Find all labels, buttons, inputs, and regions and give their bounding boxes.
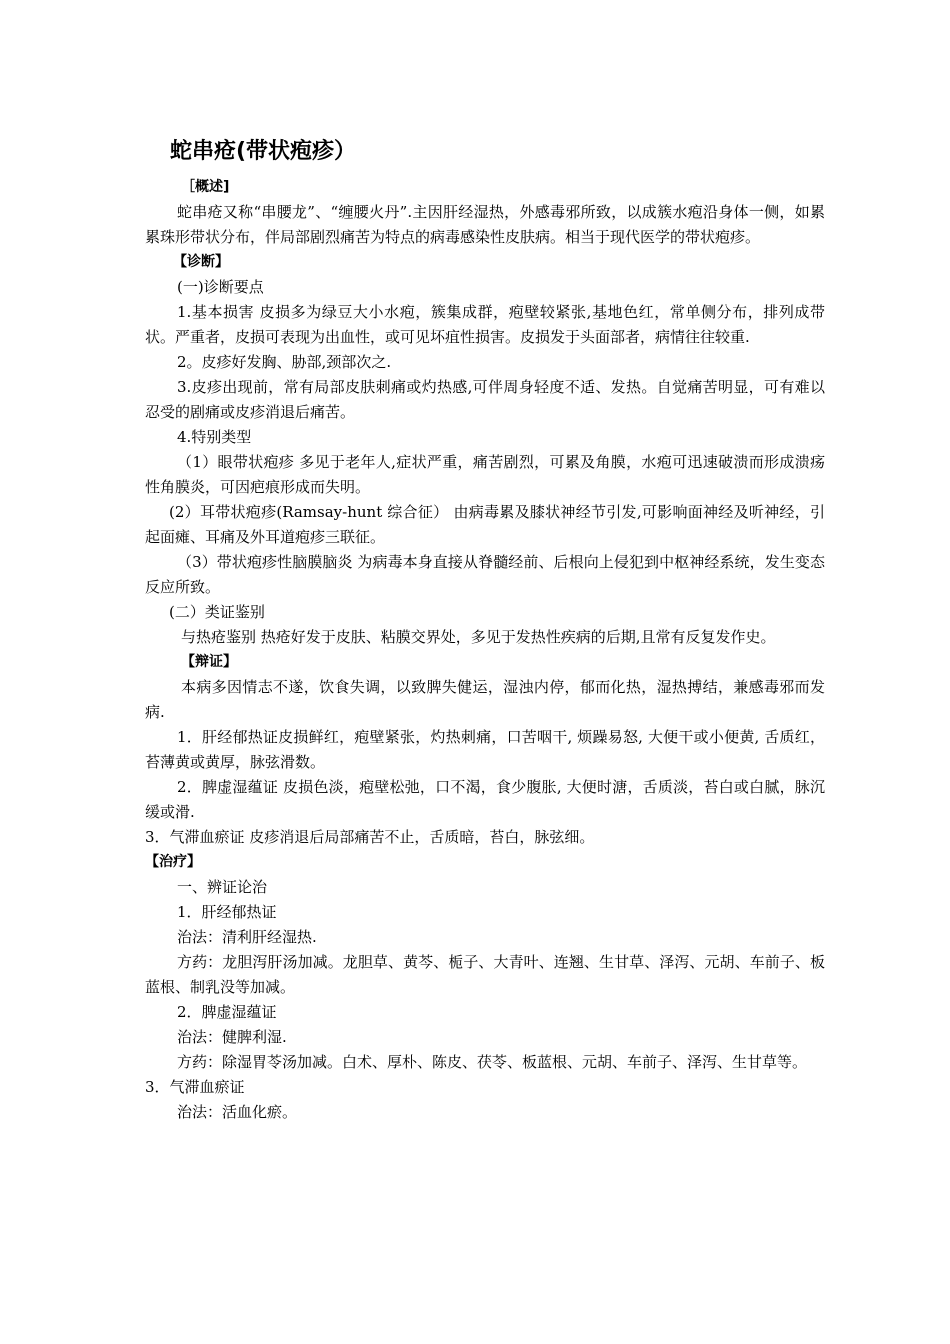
bianzheng-item-1: 1．肝经郁热证皮损鲜红，疱壁紧张，灼热刺痛，口苦咽干, 烦躁易怒, 大便干或小便黄, 舌质红，苔薄黄或黄厚，脉弦滑数。 bbox=[145, 728, 825, 771]
treatment-item-3: 3．气滞血瘀证 bbox=[145, 1078, 245, 1096]
treatment-item-1-method: 治法：清利肝经湿热. bbox=[177, 928, 317, 946]
treatment-item-1: 1．肝经郁热证 bbox=[177, 903, 277, 921]
bianzheng-paragraph: 本病多因情志不遂，饮食失调，以致脾失健运，湿浊内停，郁而化热，湿热搏结，兼感毒邪而发病. bbox=[145, 678, 825, 721]
diagnosis-item-4-2: (2）耳带状疱疹(Ramsay-hunt 综合征） 由病毒累及膝状神经节引发,可影响面神经及听神经，引起面瘫、耳痛及外耳道疱疹三联征。 bbox=[145, 503, 825, 546]
section-heading-bianzheng: 【辩证】 bbox=[181, 654, 237, 670]
section-heading-diagnosis: 【诊断】 bbox=[173, 254, 229, 270]
diagnosis-subheading-1: (一)诊断要点 bbox=[177, 278, 264, 296]
bianzheng-item-2: 2．脾虚湿蕴证 皮损色淡，疱壁松弛，口不渴，食少腹胀, 大便时溏，舌质淡，苔白或白腻，脉沉缓或滑. bbox=[145, 778, 825, 821]
overview-paragraph: 蛇串疮又称“串腰龙”、“缠腰火丹”.主因肝经湿热，外感毒邪所致，以成簇水疱沿身体一侧，如累累珠形带状分布，伴局部剧烈痛苦为特点的病毒感染性皮肤病。相当于现代医学的带状疱疹。 bbox=[145, 203, 825, 246]
diagnosis-item-2: 2。皮疹好发胸、胁部,颈部次之. bbox=[177, 353, 392, 371]
bianzheng-item-3: 3．气滞血瘀证 皮疹消退后局部痛苦不止，舌质暗，苔白，脉弦细。 bbox=[145, 828, 595, 846]
diagnosis-item-4-3: （3）带状疱疹性脑膜脑炎 为病毒本身直接从脊髓经前、后根向上侵犯到中枢神经系统，发生变态反应所致。 bbox=[145, 553, 825, 596]
document-body bbox=[145, 175, 825, 1125]
treatment-item-2-prescription: 方药：除湿胃苓汤加减。白术、厚朴、陈皮、茯苓、板蓝根、元胡、车前子、泽泻、生甘草等。 bbox=[177, 1053, 808, 1071]
treatment-item-2: 2．脾虚湿蕴证 bbox=[177, 1003, 277, 1021]
diagnosis-item-3: 3.皮疹出现前，常有局部皮肤刺痛或灼热感,可伴周身轻度不适、发热。自觉痛苦明显，可有难以忍受的剧痛或皮疹消退后痛苦。 bbox=[145, 378, 825, 421]
page-title: 蛇串疮(带状疱疹） bbox=[170, 139, 357, 164]
diagnosis-item-1: 1.基本损害 皮损多为绿豆大小水疱，簇集成群，疱壁较紧张,基地色红，常单侧分布，排列成带状。严重者，皮损可表现为出血性，或可见坏疽性损害。皮损发于头面部者，病情往往较重. bbox=[145, 303, 825, 346]
treatment-subheading-1: 一、辨证论治 bbox=[177, 878, 268, 896]
treatment-item-3-method: 治法：活血化瘀。 bbox=[177, 1103, 298, 1121]
section-heading-overview: ［概述] bbox=[181, 179, 230, 195]
diagnosis-differential: 与热疮鉴别 热疮好发于皮肤、粘膜交界处，多见于发热性疾病的后期,且常有反复发作史。 bbox=[181, 628, 776, 646]
diagnosis-item-4: 4.特别类型 bbox=[177, 428, 252, 446]
treatment-item-2-method: 治法：健脾利湿. bbox=[177, 1028, 287, 1046]
section-heading-treatment: 【治疗】 bbox=[145, 854, 201, 870]
diagnosis-subheading-2: (二）类证鉴别 bbox=[169, 603, 265, 621]
treatment-item-1-prescription: 方药：龙胆泻肝汤加减。龙胆草、黄芩、栀子、大青叶、连翘、生甘草、泽泻、元胡、车前子、板蓝根、制乳没等加减。 bbox=[145, 953, 825, 996]
diagnosis-item-4-1: （1）眼带状疱疹 多见于老年人,症状严重，痛苦剧烈，可累及角膜，水疱可迅速破溃而形成溃疡性角膜炎，可因疤痕形成而失明。 bbox=[145, 453, 825, 496]
